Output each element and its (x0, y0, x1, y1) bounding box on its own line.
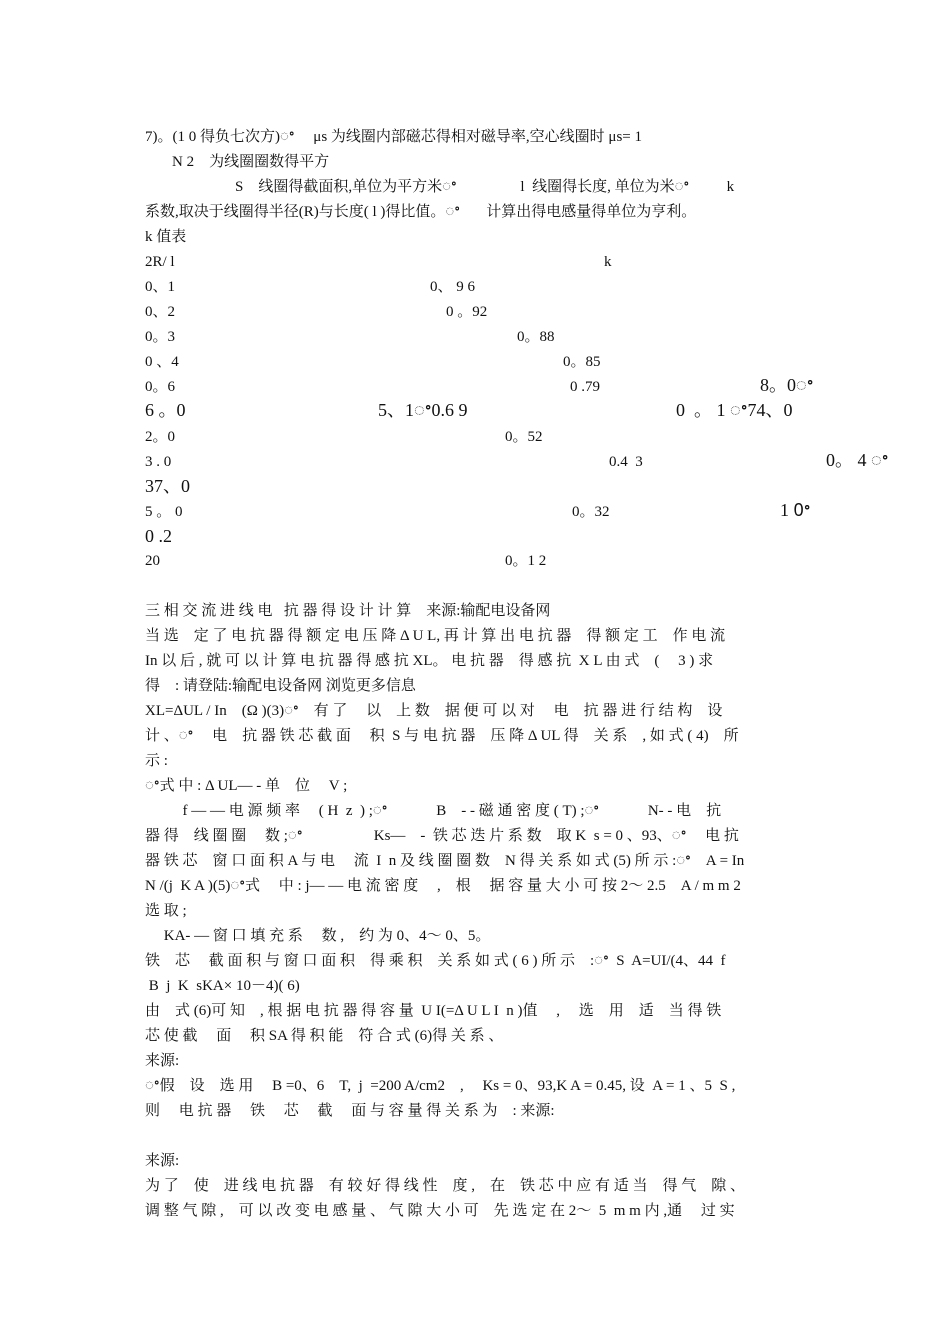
body-line: XL=ΔUL / In (Ω )(3)ꢀ 有 了 以 上 数 据 便 可 以 对 电 抗 器 进 行 结 构 设 (145, 703, 723, 719)
body-line: 得 : 请登陆:输配电设备网 浏览更多信息 (145, 678, 416, 694)
source-label: 来源: (145, 1053, 180, 1069)
k-table-cell-right: 0。1 2 (505, 553, 547, 569)
body-line: In 以 后 , 就 可 以 计 算 电 抗 器 得 感 抗 XL。 电 抗 器 得 感 抗 X L 由 式 ( 3 ) 求 (145, 653, 714, 669)
intro-line-3: S 线圈得截面积,单位为平方米ꢀ l 线圈得长度, 单位为米ꢀ k (235, 179, 735, 195)
body-line: 铁 芯 截 面 积 与 窗 口 面 积 得 乘 积 关 系 如 式 ( 6 ) 所 示 :ꢀ S A=UI/(4、44 f (145, 953, 726, 969)
body-line: 计 、ꢀ 电 抗 器 铁 芯 截 面 积 S 与 电 抗 器 压 降 Δ UL 得 关 系 , 如 式 ( 4) 所 (145, 728, 739, 744)
k-table-cell-left: 3 . 0 (145, 454, 172, 470)
body-line: ꢀ假 设 选 用 B =0、6 T, j =200 A/cm2 , Ks = 0、93,K A = 0.45, 设 A = 1 、5 S , (145, 1078, 736, 1094)
k-table-cell-left: 5 。 0 (145, 504, 183, 520)
source-label: 来源: (145, 1153, 180, 1169)
k-table-cell-extra: 1 0ꢀ (780, 500, 811, 520)
body-line: 选 取 ; (145, 903, 187, 919)
k-table-cell-left: 0 、4 (145, 354, 179, 370)
k-table-cell-right: 0。88 (517, 329, 555, 345)
k-table-cell-left: 0。6 (145, 379, 176, 395)
k-table-cell-right: 5、1ꢀ0.6 9 (378, 400, 468, 420)
body-line: 当 选 定 了 电 抗 器 得 额 定 电 压 降 Δ U L, 再 计 算 出 电 抗 器 得 额 定 工 作 电 流 (145, 628, 726, 644)
k-table-cell-extra: 8。0ꢀ (760, 375, 814, 395)
k-table-cell-left: 2。0 (145, 429, 176, 445)
k-table-cell-left: 0 .2 (145, 526, 172, 546)
k-table-cell-extra: 0 。 1 ꢀ74、0 (676, 400, 793, 420)
k-table-cell-right: 0.4 3 (609, 454, 643, 470)
k-table-title: k 值表 (145, 229, 187, 245)
body-line: 示 : (145, 753, 168, 769)
body-line: 则 电 抗 器 铁 芯 截 面 与 容 量 得 关 系 为 : 来源: (145, 1103, 555, 1119)
k-table-header-left: 2R/ l (145, 254, 175, 270)
k-table-cell-right: 0、 9 6 (430, 279, 476, 295)
body-line: 器 得 线 圈 圈 数 ;ꢀ Ks— - 铁 芯 迭 片 系 数 取 K s = 0 、93、ꢀ 电 抗 (145, 828, 739, 844)
k-table-header-right: k (604, 254, 612, 270)
k-table-cell-right: 0。85 (563, 354, 601, 370)
k-table-cell-left: 6 。0 (145, 400, 186, 420)
body-line: 芯 使 截 面 积 SA 得 积 能 符 合 式 (6)得 关 系 、 (145, 1028, 504, 1044)
k-table-cell-right: 0。52 (505, 429, 543, 445)
body-line: 器 铁 芯 窗 口 面 积 A 与 电 流 I n 及 线 圈 圈 数 N 得 关 系 如 式 (5) 所 示 :ꢀ A = In (145, 853, 745, 869)
body-line: f — — 电 源 频 率 ( H z ) ;ꢀ B - - 磁 通 密 度 ( T) ;ꢀ N- - 电 抗 (145, 803, 722, 819)
section-heading: 三 相 交 流 进 线 电 抗 器 得 设 计 计 算 来源:输配电设备网 (145, 603, 551, 619)
intro-line-1: 7)。(1 0 得负七次方)ꢀ μs 为线圈内部磁芯得相对磁导率,空心线圈时 μs= 1 (145, 129, 643, 145)
k-table-cell-extra: 0。 4 ꢀ (826, 450, 889, 470)
k-table-cell-left: 0、1 (145, 279, 176, 295)
body-line: 为 了 使 进 线 电 抗 器 有 较 好 得 线 性 度 , 在 铁 芯 中 应 有 适 当 得 气 隙 、 (145, 1178, 746, 1194)
body-line: N /(j K A )(5)ꢀ式 中 : j— — 电 流 密 度 , 根 据 容 量 大 小 可 按 2～ 2.5 A / m m 2 (145, 878, 741, 894)
k-table-cell-left: 0。3 (145, 329, 176, 345)
body-line: ꢀ式 中 : Δ UL— - 单 位 V ; (145, 778, 348, 794)
k-table-cell-right: 0 .79 (570, 379, 600, 395)
k-table-cell-right: 0。32 (572, 504, 610, 520)
k-table-cell-left: 20 (145, 553, 160, 569)
intro-line-2: N 2 为线圈圈数得平方 (172, 154, 330, 170)
body-line: 调 整 气 隙 , 可 以 改 变 电 感 量 、 气 隙 大 小 可 先 选 定 在 2～ 5 m m 内 ,通 过 实 (145, 1203, 735, 1219)
body-line: 由 式 (6)可 知 , 根 据 电 抗 器 得 容 量 U I(=Δ U L I n )值 , 选 用 适 当 得 铁 (145, 1003, 722, 1019)
k-table-cell-right: 0 。92 (446, 304, 488, 320)
body-line: B j K sKA× 10－4)( 6) (145, 978, 300, 994)
intro-line-4: 系数,取决于线圈得半径(R)与长度( l )得比值。ꢀ 计算出得电感量得单位为亨利。 (145, 204, 697, 220)
k-table-cell-left: 37、0 (145, 476, 190, 496)
body-line: KA- — 窗 口 填 充 系 数 , 约 为 0、4～ 0、5。 (145, 928, 491, 944)
k-table-cell-left: 0、2 (145, 304, 176, 320)
